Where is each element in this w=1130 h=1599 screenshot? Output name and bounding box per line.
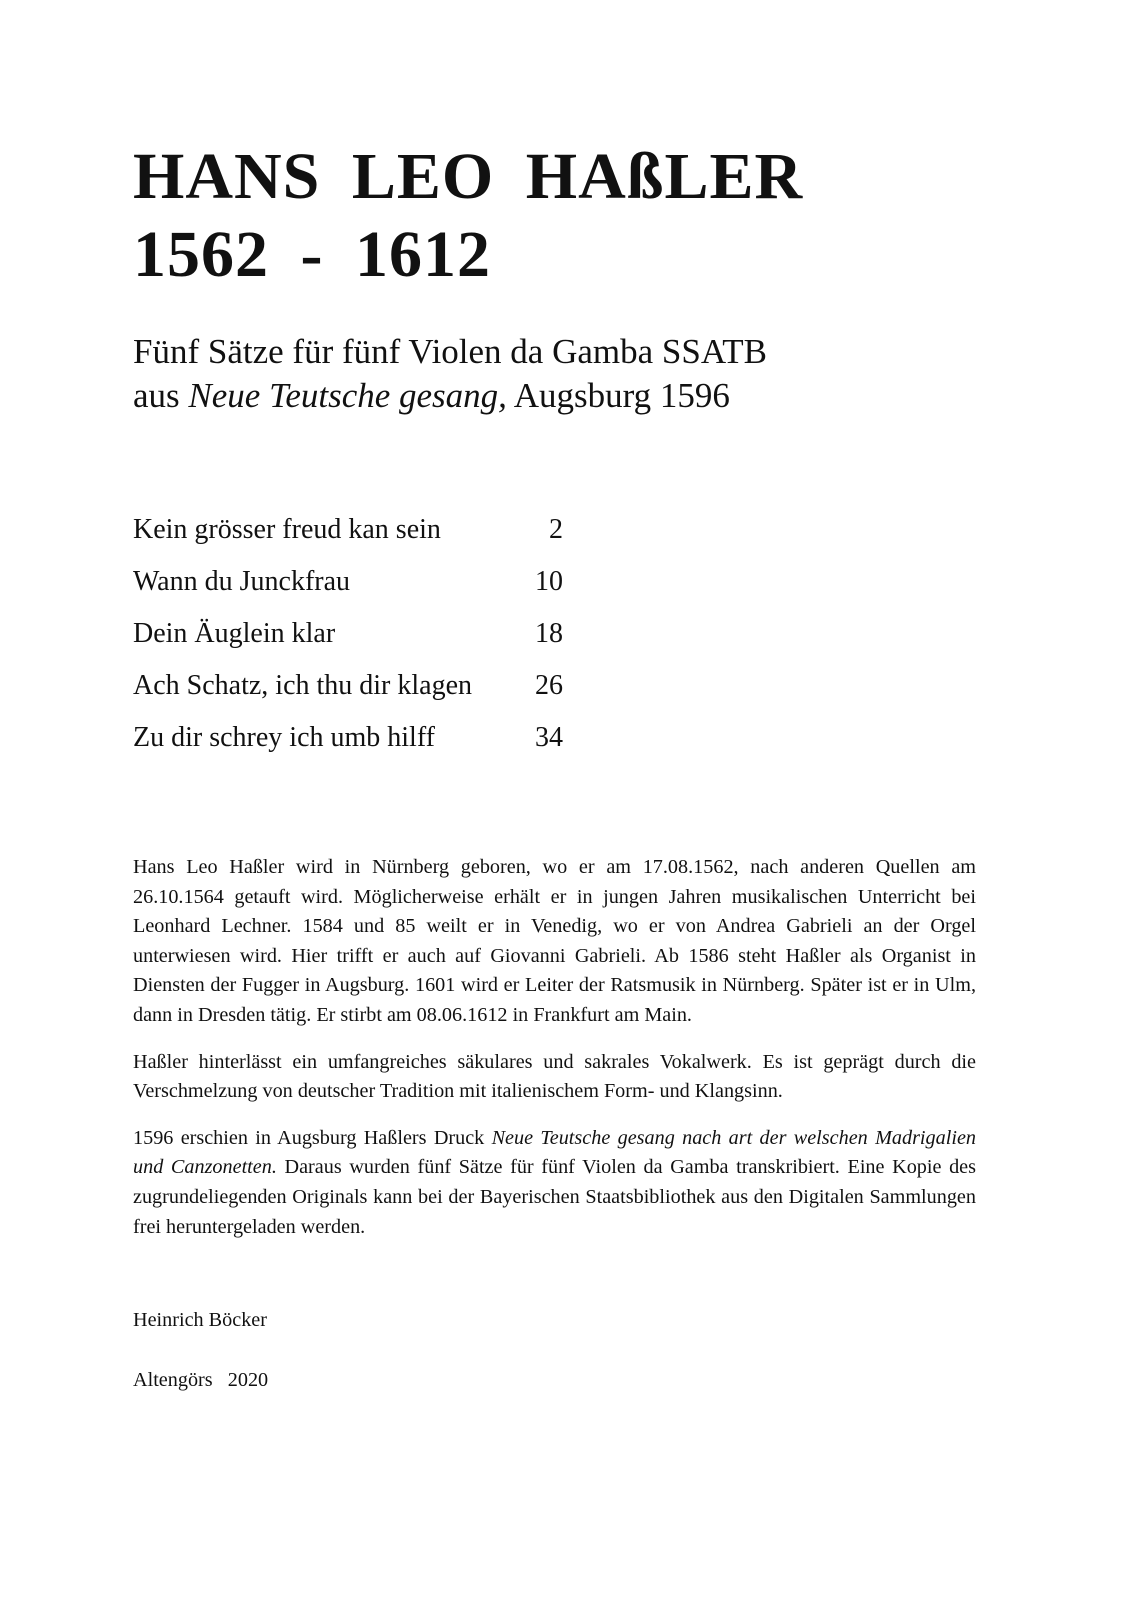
print-title: Neue Teutsche gesang nach art der welschen Madrigalien und Canzonetten. — [133, 1126, 976, 1179]
biography-paragraph-1: Hans Leo Haßler wird in Nürnberg geboren, wo er am 17.08.1562, nach anderen Quellen am 26.10.1564 getauft wird. Möglicherweise erhält er in jungen Jahren musikalischen Unterricht bei Leonhard Lechner. 1584 und 85 weilt er in Venedig, wo er von Andrea Gabrieli an der Orgel unterwiesen wird. Hier trifft er auch auf Giovanni Gabrieli. Ab 1586 steht Haßler als Organist in Diensten der Fugger in Augsburg. 1601 wird er Leiter der Ratsmusik in Nürnberg. Später ist er in Ulm, dann in Dresden tätig. Er stirbt am 08.06.1612 in Frankfurt am Main. — [133, 856, 976, 1026]
toc-entry — [133, 508, 563, 560]
paragraph-3-suffix: Daraus wurden fünf Sätze für fünf Violen da Gamba transkribiert. Eine Kopie des zugrundeliegenden Originals kann bei der Bayerischen Staatsbibliothek aus den Digitalen Sammlungen frei heruntergeladen werden. — [133, 1156, 976, 1238]
toc-entry — [133, 716, 563, 768]
work-subtitle — [133, 330, 767, 418]
toc-entry-page: 2 — [549, 514, 563, 545]
composer-dates: 1562 - 1612 — [133, 218, 491, 291]
subtitle-line-2-suffix: Augsburg 1596 — [506, 376, 730, 415]
author-signature: Heinrich Böcker — [133, 1309, 267, 1331]
toc-entry-title: Zu dir schrey ich umb hilff — [133, 722, 435, 753]
toc-entry-page: 26 — [535, 670, 563, 701]
toc-entry — [133, 560, 563, 612]
toc-entry-title: Ach Schatz, ich thu dir klagen — [133, 670, 473, 701]
biography — [133, 853, 976, 1259]
toc-entry-title: Kein grösser freud kan sein — [133, 514, 441, 545]
composer-name: HANS LEO HAßLER — [133, 140, 804, 213]
composer-title — [133, 138, 803, 294]
table-of-contents — [133, 508, 563, 768]
biography-paragraph-3 — [133, 1124, 976, 1242]
subtitle-source-title: Neue Teutsche gesang, — [188, 376, 507, 415]
toc-entry-page: 10 — [535, 566, 563, 597]
toc-entry — [133, 612, 563, 664]
toc-entry-title: Dein Äuglein klar — [133, 618, 336, 649]
toc-entry-page: 18 — [535, 618, 563, 649]
place-and-year: Altengörs 2020 — [133, 1369, 269, 1391]
biography-paragraph-2: Haßler hinterlässt ein umfangreiches säkulares und sakrales Vokalwerk. Es ist geprägt durch die Verschmelzung von deutscher Tradition mit italienischem Form- und Klangsinn. — [133, 1050, 976, 1103]
toc-entry-page: 34 — [535, 722, 563, 753]
toc-entry — [133, 664, 563, 716]
subtitle-line-1: Fünf Sätze für fünf Violen da Gamba SSATB — [133, 332, 767, 371]
paragraph-3-prefix: 1596 erschien in Augsburg Haßlers Druck — [133, 1126, 492, 1149]
toc-entry-title: Wann du Junckfrau — [133, 566, 351, 597]
subtitle-line-2-prefix: aus — [133, 376, 189, 415]
